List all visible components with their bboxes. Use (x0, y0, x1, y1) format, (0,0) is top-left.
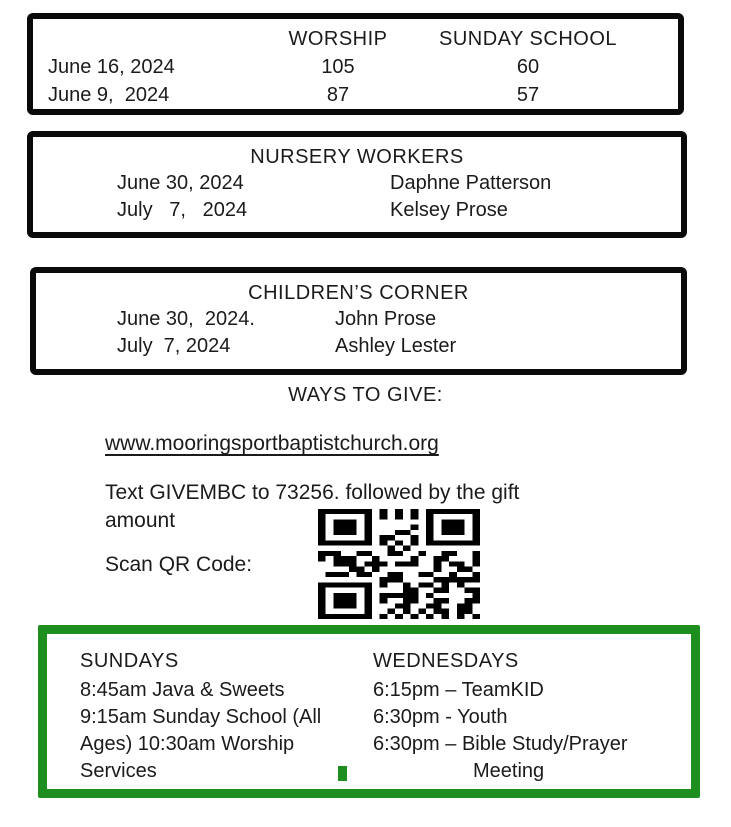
children-row (36, 333, 681, 360)
attendance-header-spacer (33, 25, 248, 53)
nursery-workers-box (27, 131, 687, 238)
wednesdays-column (373, 648, 683, 785)
attendance-worship-count: 87 (326, 84, 350, 106)
nursery-row (33, 170, 681, 197)
attendance-box (27, 13, 684, 115)
sundays-schedule-line: 8:45am Java & Sweets (80, 679, 285, 701)
attendance-row (33, 81, 678, 109)
children-row (36, 306, 681, 333)
wednesdays-schedule-line: 6:30pm – Bible Study/Prayer (373, 733, 628, 755)
nursery-date: June 30, 2024 (117, 172, 244, 194)
sundays-title: SUNDAYS (80, 650, 179, 672)
church-website-link[interactable]: www.mooringsportbaptistchurch.org (105, 432, 439, 455)
sundays-schedule-line: Ages) 10:30am Worship (80, 733, 295, 755)
wednesdays-schedule-line: 6:30pm - Youth (373, 706, 508, 728)
sundays-column (80, 648, 380, 785)
wednesdays-schedule-line: 6:15pm – TeamKID (373, 679, 544, 701)
childrens-corner-title: CHILDREN’S CORNER (248, 282, 469, 304)
attendance-sunday-school-count: 57 (516, 84, 540, 106)
attendance-sunday-school-count: 60 (516, 56, 540, 78)
attendance-date: June 16, 2024 (48, 56, 175, 78)
children-date: June 30, 2024. (117, 308, 255, 330)
sundays-schedule-line: 9:15am Sunday School (All (80, 706, 322, 728)
children-leader-name: Ashley Lester (335, 335, 457, 357)
attendance-row (33, 53, 678, 81)
wednesdays-title: WEDNESDAYS (373, 650, 519, 672)
sundays-schedule-line: Services (80, 760, 157, 782)
childrens-corner-box (30, 267, 687, 375)
children-date: July 7, 2024 (117, 335, 231, 357)
nursery-worker-name: Daphne Patterson (390, 172, 552, 194)
green-square-mark (338, 766, 347, 781)
attendance-col-sunday-school: SUNDAY SCHOOL (438, 28, 618, 50)
qr-code-icon (318, 509, 480, 619)
text-to-give-instructions: Text GIVEMBC to 73256. followed by the gift amount (105, 481, 520, 532)
attendance-header-row (33, 25, 678, 53)
weekly-schedule-box (38, 625, 700, 798)
nursery-date: July 7, 2024 (117, 199, 248, 221)
nursery-row (33, 197, 681, 224)
nursery-worker-name: Kelsey Prose (390, 199, 508, 221)
scan-qr-label: Scan QR Code: (105, 553, 253, 576)
attendance-col-worship: WORSHIP (288, 28, 388, 50)
nursery-workers-title: NURSERY WORKERS (250, 146, 464, 168)
ways-to-give-title: WAYS TO GIVE: (288, 384, 443, 406)
attendance-worship-count: 105 (321, 56, 355, 78)
attendance-date: June 9, 2024 (48, 84, 170, 106)
wednesdays-schedule-line: Meeting (473, 760, 545, 782)
children-leader-name: John Prose (335, 308, 437, 330)
